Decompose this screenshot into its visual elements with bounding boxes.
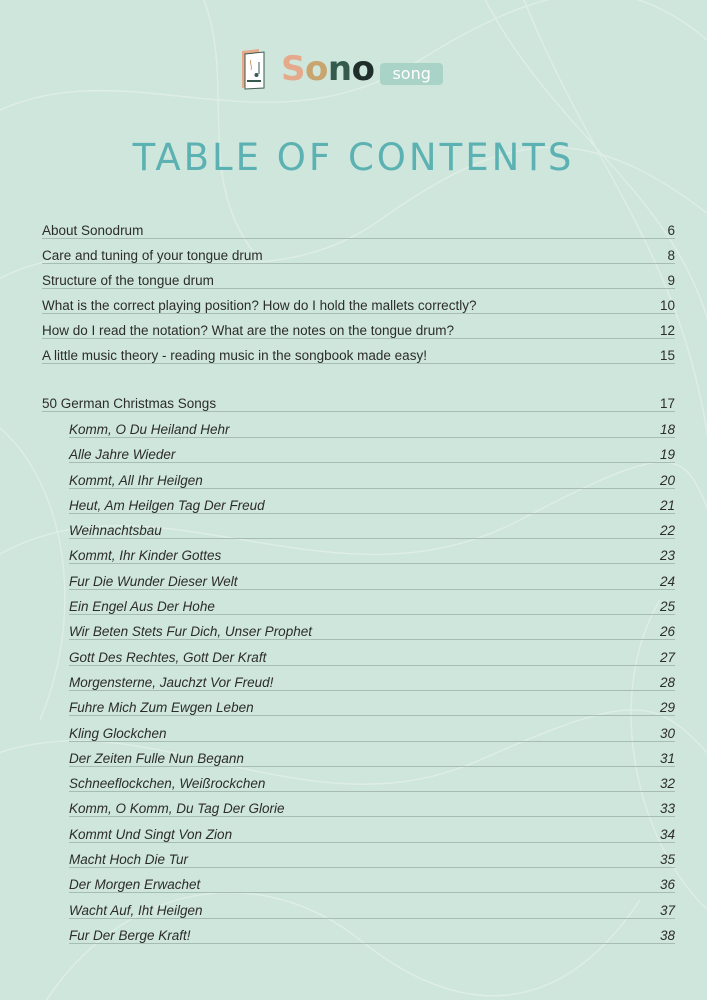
song-entry[interactable] (69, 749, 675, 767)
logo-wordmark (281, 49, 375, 89)
song-entry[interactable] (69, 648, 675, 666)
toc-entry[interactable] (42, 272, 675, 289)
song-entry[interactable] (69, 825, 675, 843)
song-title: Wacht Auf, Iht Heilgen (69, 902, 203, 918)
song-page: 36 (659, 877, 675, 893)
entry-title: A little music theory - reading music in the songbook made easy! (42, 348, 427, 363)
song-entry[interactable] (69, 901, 675, 919)
toc-entry[interactable] (42, 347, 675, 364)
entry-page: 10 (659, 298, 675, 313)
entry-page: 6 (667, 223, 675, 238)
sonosong-logo (239, 47, 443, 91)
song-title: Kling Glockchen (69, 725, 167, 741)
song-entry[interactable] (69, 521, 675, 539)
song-title: Ein Engel Aus Der Hohe (69, 599, 215, 615)
song-title: Fur Die Wunder Dieser Welt (69, 573, 238, 589)
song-entry[interactable] (69, 698, 675, 716)
song-page: 21 (659, 497, 675, 513)
song-page: 30 (659, 725, 675, 741)
song-page: 31 (659, 750, 675, 766)
song-page: 35 (659, 852, 675, 868)
song-title: Der Morgen Erwachet (69, 877, 201, 893)
song-page: 38 (659, 927, 675, 943)
song-title: Kommt, All Ihr Heilgen (69, 472, 203, 488)
song-entry[interactable] (69, 622, 675, 640)
song-page: 37 (659, 902, 675, 918)
logo-badge: song (380, 63, 442, 85)
song-page: 19 (659, 447, 675, 463)
entry-title: How do I read the notation? What are the notes on the tongue drum? (42, 323, 455, 338)
song-entry[interactable] (69, 572, 675, 590)
toc-entry[interactable] (42, 322, 675, 339)
song-page: 28 (659, 674, 675, 690)
song-entry[interactable] (69, 673, 675, 691)
song-title: Komm, O Du Heiland Hehr (69, 422, 230, 437)
song-page: 32 (659, 776, 675, 792)
song-title: Weihnachtsbau (69, 523, 162, 539)
songbook-logo-icon (239, 48, 269, 90)
song-title: Fuhre Mich Zum Ewgen Leben (69, 700, 254, 716)
page-title: TABLE OF CONTENTS (132, 136, 575, 179)
song-entry[interactable] (69, 850, 675, 868)
toc-entry[interactable] (42, 247, 675, 264)
song-entry[interactable] (69, 420, 675, 438)
song-entry[interactable] (69, 445, 675, 463)
logo-letter-o-2: o (351, 49, 375, 89)
song-title: Fur Der Berge Kraft! (69, 927, 191, 943)
song-page: 24 (659, 573, 675, 589)
song-page: 23 (659, 548, 675, 564)
entry-title: What is the correct playing position? How do I hold the mallets correctly? (42, 298, 477, 313)
logo-letter-n: n (327, 49, 352, 89)
song-title: Der Zeiten Fulle Nun Begann (69, 750, 244, 766)
song-page: 20 (659, 472, 675, 488)
song-title: Kommt, Ihr Kinder Gottes (69, 548, 222, 564)
toc-entry-songbook[interactable] (42, 395, 675, 412)
song-page: 22 (659, 523, 675, 539)
song-page: 27 (659, 649, 675, 665)
song-page: 29 (659, 700, 675, 716)
entry-page: 15 (659, 348, 675, 363)
logo-letter-o: o (305, 49, 328, 89)
song-entry[interactable] (69, 597, 675, 615)
song-title: Alle Jahre Wieder (69, 447, 176, 463)
song-entry[interactable] (69, 546, 675, 564)
song-title: Kommt Und Singt Von Zion (69, 826, 233, 842)
toc-entry[interactable] (42, 222, 675, 239)
song-entry[interactable] (69, 875, 675, 893)
song-entry[interactable] (69, 724, 675, 742)
entry-title: 50 German Christmas Songs (42, 396, 217, 411)
section-gap (42, 372, 675, 395)
song-title: Heut, Am Heilgen Tag Der Freud (69, 497, 265, 513)
song-title: Morgensterne, Jauchzt Vor Freud! (69, 674, 274, 690)
song-title: Gott Des Rechtes, Gott Der Kraft (69, 649, 267, 665)
entry-title: Structure of the tongue drum (42, 273, 214, 288)
song-title: Wir Beten Stets Fur Dich, Unser Prophet (69, 624, 312, 640)
toc-entry[interactable] (42, 297, 675, 314)
song-title: Schneeflockchen, Weißrockchen (69, 776, 266, 792)
song-title: Komm, O Komm, Du Tag Der Glorie (69, 801, 285, 817)
table-of-contents (42, 222, 675, 951)
entry-page: 9 (667, 273, 675, 288)
song-entry[interactable] (69, 799, 675, 817)
song-entry[interactable] (69, 496, 675, 514)
song-title: Macht Hoch Die Tur (69, 852, 189, 868)
song-page: 34 (659, 826, 675, 842)
entry-page: 17 (659, 396, 675, 411)
entry-title: Care and tuning of your tongue drum (42, 248, 263, 263)
entry-page: 8 (667, 248, 675, 263)
song-page: 18 (659, 422, 675, 437)
logo-letter-s: S (281, 49, 305, 89)
song-page: 26 (659, 624, 675, 640)
song-entry[interactable] (69, 774, 675, 792)
song-page: 25 (659, 599, 675, 615)
song-entry[interactable] (69, 471, 675, 489)
entry-page: 12 (659, 323, 675, 338)
song-page: 33 (659, 801, 675, 817)
entry-title: About Sonodrum (42, 223, 144, 238)
song-entry[interactable] (69, 926, 675, 944)
